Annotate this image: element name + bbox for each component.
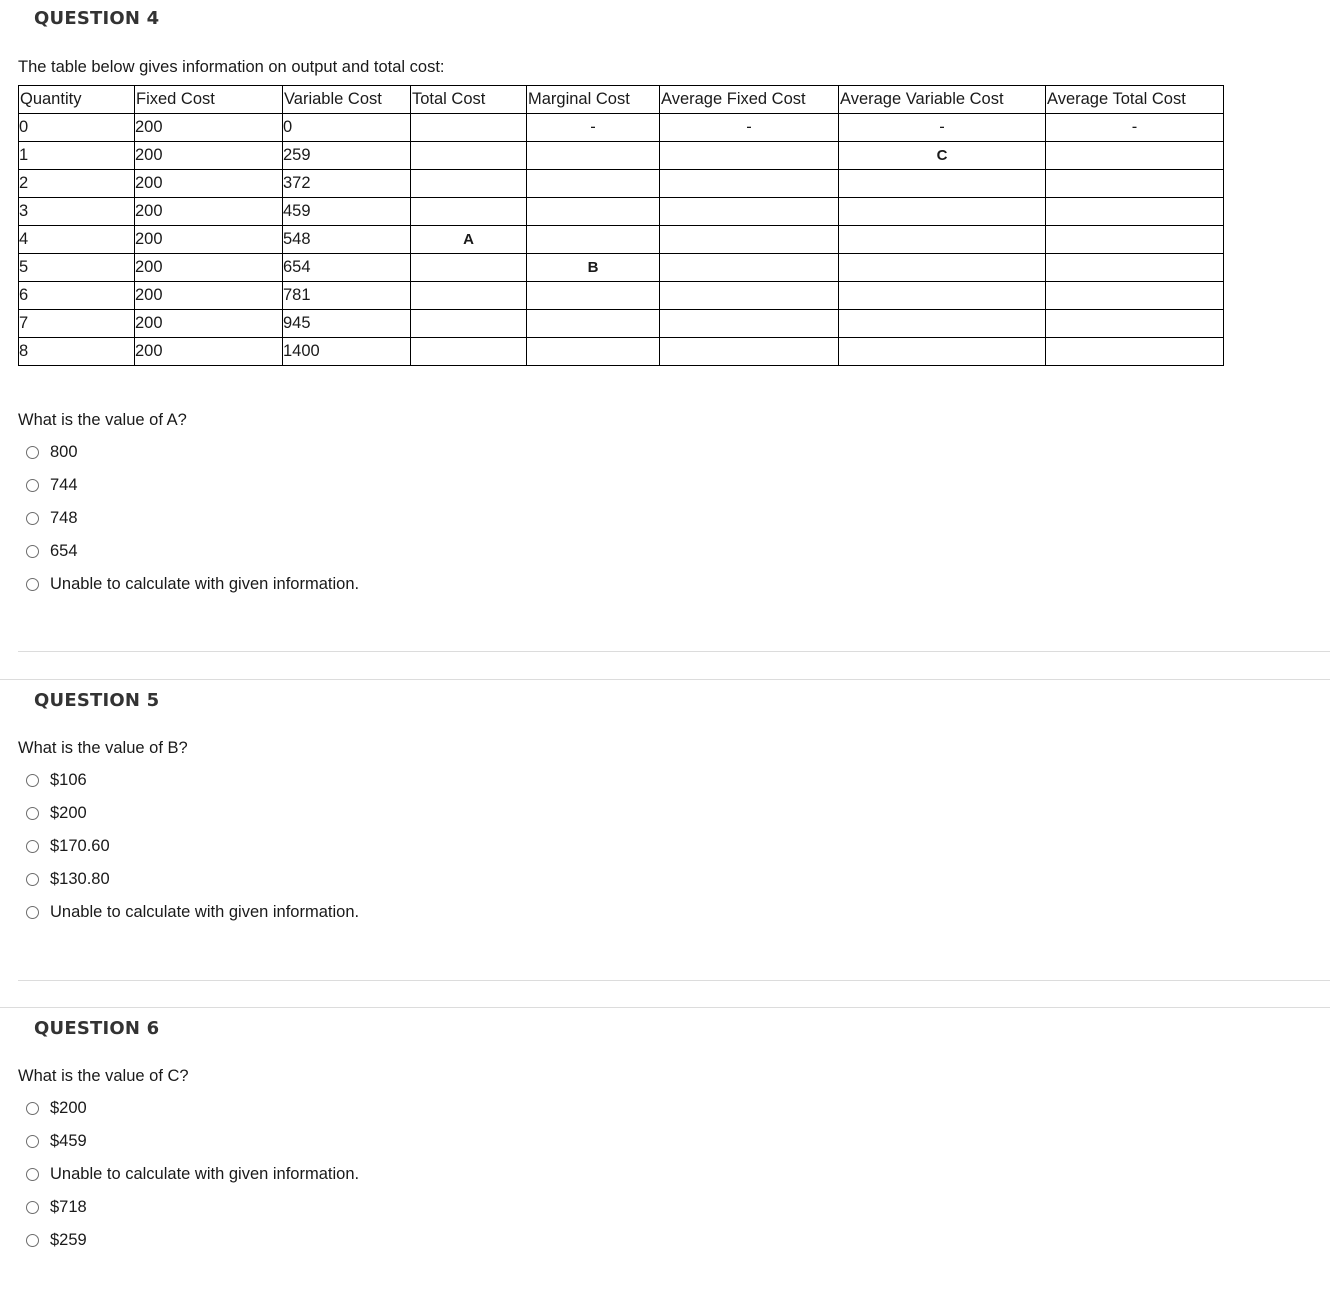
cell-variable-cost: 654 xyxy=(283,254,411,282)
option-label: $130.80 xyxy=(50,870,110,888)
cell-average-variable-cost xyxy=(839,254,1046,282)
radio-button[interactable] xyxy=(26,1234,39,1247)
cell-average-variable-cost xyxy=(839,310,1046,338)
cell-variable-cost: 945 xyxy=(283,310,411,338)
divider xyxy=(0,679,1330,680)
cell-average-variable-cost xyxy=(839,338,1046,366)
question-4-option[interactable] xyxy=(26,436,359,469)
cell-marginal-cost xyxy=(527,338,660,366)
option-label: 800 xyxy=(50,443,78,461)
question-4-options xyxy=(26,436,359,601)
cell-quantity: 4 xyxy=(19,226,135,254)
radio-button[interactable] xyxy=(26,1201,39,1214)
cell-marginal-cost xyxy=(527,198,660,226)
radio-button[interactable] xyxy=(26,1102,39,1115)
question-6-heading: QUESTION 6 xyxy=(34,1018,160,1039)
question-4-option[interactable] xyxy=(26,502,359,535)
radio-button[interactable] xyxy=(26,840,39,853)
cell-fixed-cost: 200 xyxy=(135,282,283,310)
cell-fixed-cost: 200 xyxy=(135,338,283,366)
table-row xyxy=(19,198,1224,226)
option-label: $459 xyxy=(50,1132,87,1150)
cell-variable-cost: 259 xyxy=(283,142,411,170)
question-5-option[interactable] xyxy=(26,863,359,896)
question-6-option[interactable] xyxy=(26,1158,359,1191)
cell-marginal-cost xyxy=(527,282,660,310)
cell-marginal-cost xyxy=(527,310,660,338)
table-row xyxy=(19,114,1224,142)
cell-average-total-cost xyxy=(1046,310,1224,338)
radio-button[interactable] xyxy=(26,906,39,919)
cell-variable-cost: 0 xyxy=(283,114,411,142)
cell-total-cost xyxy=(411,142,527,170)
cell-total-cost xyxy=(411,170,527,198)
radio-button[interactable] xyxy=(26,578,39,591)
cell-marginal-cost: - xyxy=(527,114,660,142)
cell-average-fixed-cost xyxy=(660,254,839,282)
cell-quantity: 7 xyxy=(19,310,135,338)
cell-fixed-cost: 200 xyxy=(135,226,283,254)
cell-average-variable-cost xyxy=(839,198,1046,226)
cell-average-fixed-cost: - xyxy=(660,114,839,142)
table-header-row xyxy=(19,86,1224,114)
cell-average-total-cost xyxy=(1046,338,1224,366)
table-row xyxy=(19,254,1224,282)
question-5-option[interactable] xyxy=(26,764,359,797)
table-row xyxy=(19,226,1224,254)
question-4-option[interactable] xyxy=(26,535,359,568)
cell-average-total-cost: - xyxy=(1046,114,1224,142)
cell-fixed-cost: 200 xyxy=(135,170,283,198)
divider xyxy=(0,1007,1330,1008)
radio-button[interactable] xyxy=(26,807,39,820)
table-row xyxy=(19,142,1224,170)
cell-total-cost xyxy=(411,198,527,226)
question-6-option[interactable] xyxy=(26,1125,359,1158)
table-row xyxy=(19,338,1224,366)
cell-average-fixed-cost xyxy=(660,310,839,338)
question-5-heading: QUESTION 5 xyxy=(34,690,160,711)
cell-marginal-cost xyxy=(527,142,660,170)
option-label: 748 xyxy=(50,509,78,527)
divider xyxy=(18,651,1330,652)
option-label: $259 xyxy=(50,1231,87,1249)
cell-average-total-cost xyxy=(1046,198,1224,226)
radio-button[interactable] xyxy=(26,446,39,459)
question-6-options xyxy=(26,1092,359,1257)
cell-average-fixed-cost xyxy=(660,198,839,226)
header-quantity: Quantity xyxy=(19,86,135,114)
option-label: $170.60 xyxy=(50,837,110,855)
cell-average-variable-cost xyxy=(839,282,1046,310)
cell-quantity: 1 xyxy=(19,142,135,170)
cell-average-fixed-cost xyxy=(660,282,839,310)
cell-total-cost: A xyxy=(411,226,527,254)
option-label: $106 xyxy=(50,771,87,789)
cell-total-cost xyxy=(411,282,527,310)
option-label: $200 xyxy=(50,804,87,822)
cost-table xyxy=(18,85,1224,366)
cell-average-total-cost xyxy=(1046,226,1224,254)
table-row xyxy=(19,282,1224,310)
header-variable-cost: Variable Cost xyxy=(283,86,411,114)
cell-average-variable-cost xyxy=(839,226,1046,254)
cell-fixed-cost: 200 xyxy=(135,114,283,142)
cell-total-cost xyxy=(411,338,527,366)
cell-average-total-cost xyxy=(1046,254,1224,282)
cell-fixed-cost: 200 xyxy=(135,198,283,226)
option-label: 654 xyxy=(50,542,78,560)
option-label: Unable to calculate with given information. xyxy=(50,903,360,921)
question-5-option[interactable] xyxy=(26,896,359,929)
divider xyxy=(18,980,1330,981)
cell-quantity: 5 xyxy=(19,254,135,282)
radio-button[interactable] xyxy=(26,512,39,525)
option-label: $718 xyxy=(50,1198,87,1216)
header-fixed-cost: Fixed Cost xyxy=(135,86,283,114)
cell-variable-cost: 459 xyxy=(283,198,411,226)
cell-total-cost xyxy=(411,114,527,142)
cell-average-variable-cost: - xyxy=(839,114,1046,142)
cell-variable-cost: 372 xyxy=(283,170,411,198)
radio-button[interactable] xyxy=(26,873,39,886)
header-total-cost: Total Cost xyxy=(411,86,527,114)
cell-average-total-cost xyxy=(1046,170,1224,198)
cell-variable-cost: 548 xyxy=(283,226,411,254)
cell-variable-cost: 1400 xyxy=(283,338,411,366)
question-6-option[interactable] xyxy=(26,1191,359,1224)
cell-quantity: 6 xyxy=(19,282,135,310)
question-4-prompt: What is the value of A? xyxy=(18,411,187,429)
header-average-variable-cost: Average Variable Cost xyxy=(839,86,1046,114)
table-row xyxy=(19,310,1224,338)
option-label: $200 xyxy=(50,1099,87,1117)
radio-button[interactable] xyxy=(26,1135,39,1148)
header-average-total-cost: Average Total Cost xyxy=(1046,86,1224,114)
question-4-option[interactable] xyxy=(26,469,359,502)
question-4-option[interactable] xyxy=(26,568,359,601)
cell-average-variable-cost xyxy=(839,170,1046,198)
table-row xyxy=(19,170,1224,198)
cell-variable-cost: 781 xyxy=(283,282,411,310)
option-label: Unable to calculate with given information. xyxy=(50,1165,360,1183)
question-4-heading: QUESTION 4 xyxy=(34,8,160,29)
cell-quantity: 8 xyxy=(19,338,135,366)
cell-average-fixed-cost xyxy=(660,142,839,170)
option-label: Unable to calculate with given information. xyxy=(50,575,360,593)
question-5-option[interactable] xyxy=(26,830,359,863)
radio-button[interactable] xyxy=(26,1168,39,1181)
cell-average-variable-cost: C xyxy=(839,142,1046,170)
question-5-option[interactable] xyxy=(26,797,359,830)
cell-fixed-cost: 200 xyxy=(135,254,283,282)
header-average-fixed-cost: Average Fixed Cost xyxy=(660,86,839,114)
question-5-options xyxy=(26,764,359,929)
question-6-prompt: What is the value of C? xyxy=(18,1067,189,1085)
cell-average-total-cost xyxy=(1046,142,1224,170)
question-6-option[interactable] xyxy=(26,1092,359,1125)
cell-total-cost xyxy=(411,254,527,282)
question-6-option[interactable] xyxy=(26,1224,359,1257)
cell-quantity: 0 xyxy=(19,114,135,142)
radio-button[interactable] xyxy=(26,479,39,492)
cell-marginal-cost xyxy=(527,170,660,198)
cell-average-fixed-cost xyxy=(660,338,839,366)
question-5-prompt: What is the value of B? xyxy=(18,739,188,757)
cell-marginal-cost: B xyxy=(527,254,660,282)
cell-average-fixed-cost xyxy=(660,226,839,254)
cell-fixed-cost: 200 xyxy=(135,310,283,338)
question-4-intro: The table below gives information on output and total cost: xyxy=(18,58,445,76)
cell-average-fixed-cost xyxy=(660,170,839,198)
radio-button[interactable] xyxy=(26,545,39,558)
cell-average-total-cost xyxy=(1046,282,1224,310)
cell-fixed-cost: 200 xyxy=(135,142,283,170)
cell-total-cost xyxy=(411,310,527,338)
cell-quantity: 2 xyxy=(19,170,135,198)
option-label: 744 xyxy=(50,476,78,494)
radio-button[interactable] xyxy=(26,774,39,787)
cell-quantity: 3 xyxy=(19,198,135,226)
cell-marginal-cost xyxy=(527,226,660,254)
header-marginal-cost: Marginal Cost xyxy=(527,86,660,114)
